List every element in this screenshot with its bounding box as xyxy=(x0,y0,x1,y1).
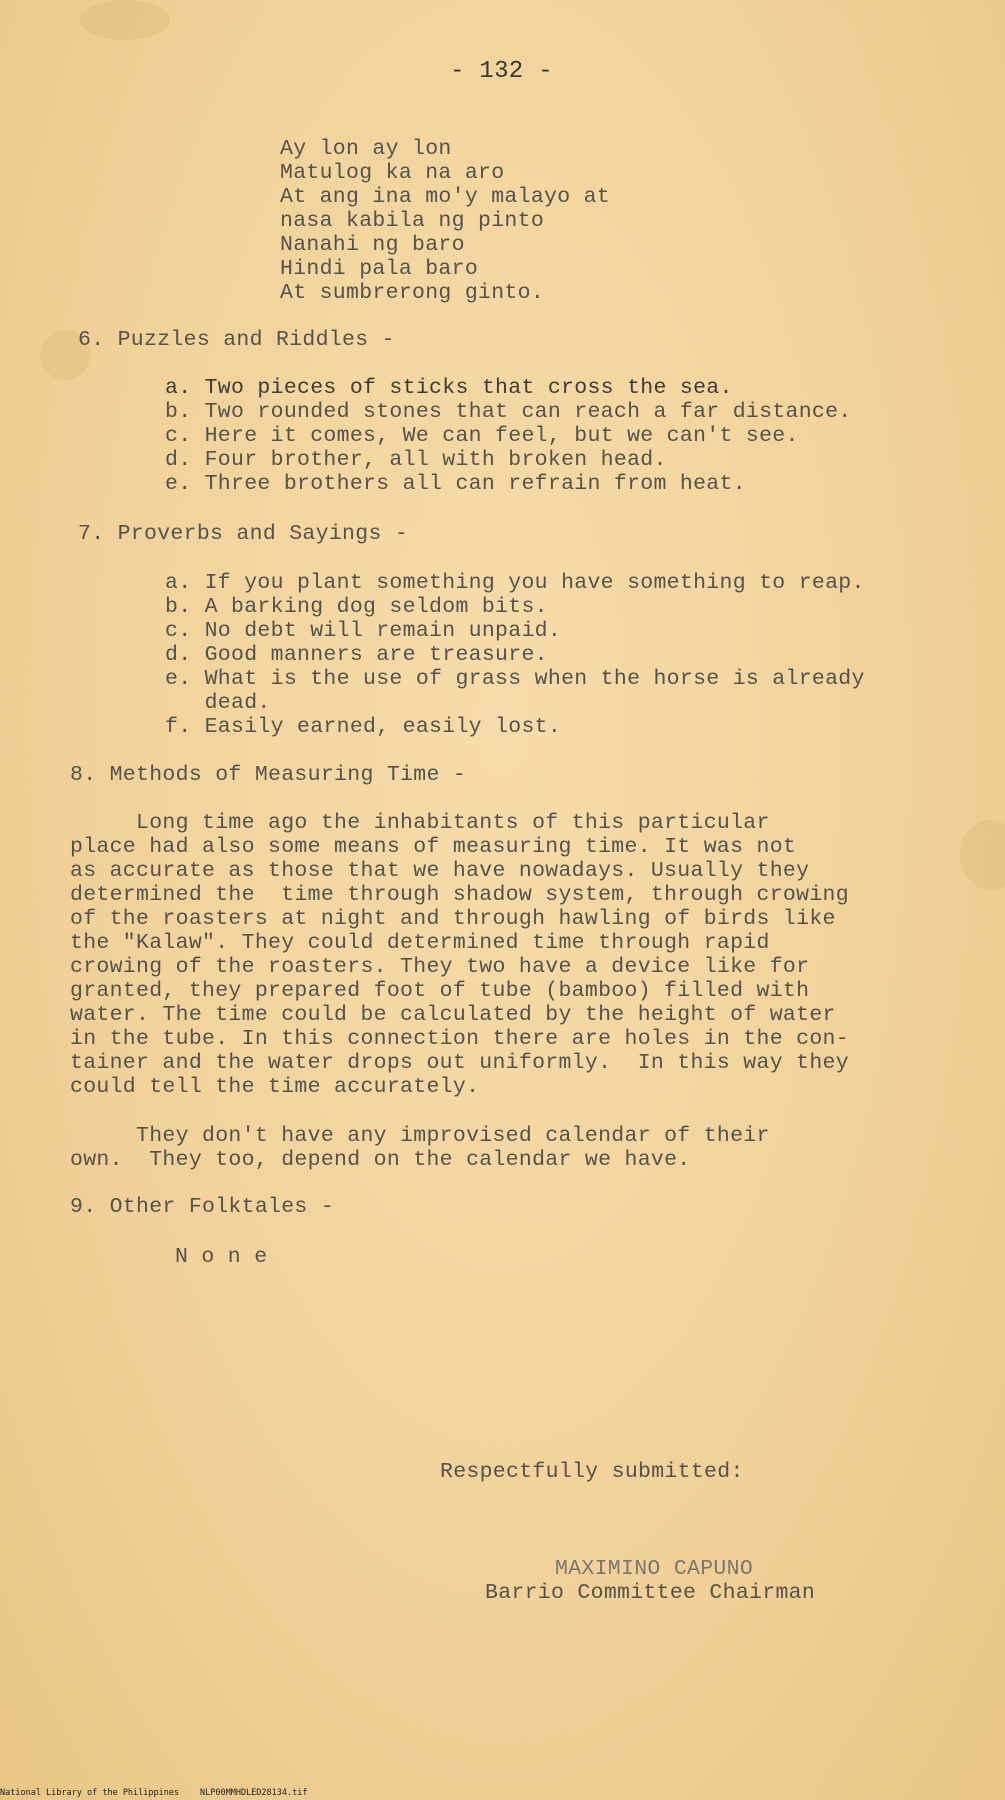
list-item: e. What is the use of grass when the horse is already xyxy=(165,667,865,691)
paragraph-line: Long time ago the inhabitants of this particular xyxy=(70,811,770,835)
paragraph-line: water. The time could be calculated by the height of water xyxy=(70,1003,836,1027)
paper-stain xyxy=(960,820,1005,890)
paragraph-line: granted, they prepared foot of tube (bamboo) filled with xyxy=(70,979,810,1003)
list-item: b. A barking dog seldom bits. xyxy=(165,595,548,619)
poem-line: Matulog ka na aro xyxy=(280,161,505,185)
paragraph-line: They don't have any improvised calendar of their xyxy=(70,1124,770,1148)
paragraph-line: crowing of the roasters. They two have a device like for xyxy=(70,955,810,979)
poem-line: At ang ina mo'y malayo at xyxy=(280,185,611,209)
section-heading: 8. Methods of Measuring Time - xyxy=(70,763,467,787)
closing-text: Respectfully submitted: xyxy=(440,1460,744,1484)
list-item: a. Two pieces of sticks that cross the sea. xyxy=(165,376,733,400)
list-item: dead. xyxy=(165,691,271,715)
footer-library: National Library of the Philippines xyxy=(0,1788,180,1798)
poem-line: Nanahi ng baro xyxy=(280,233,465,257)
section-heading: 7. Proverbs and Sayings - xyxy=(78,522,409,546)
poem-line: At sumbrerong ginto. xyxy=(280,281,545,305)
section-heading: 9. Other Folktales - xyxy=(70,1195,335,1219)
page-number: - 132 - xyxy=(450,58,553,85)
section-heading: 6. Puzzles and Riddles - xyxy=(78,328,395,352)
signatory-name: MAXIMINO CAPUNO xyxy=(555,1557,754,1581)
paragraph-line: could tell the time accurately. xyxy=(70,1075,480,1099)
poem-line: Hindi pala baro xyxy=(280,257,479,281)
list-item: e. Three brothers all can refrain from heat. xyxy=(165,472,746,496)
paragraph-line: as accurate as those that we have nowadays. Usually they xyxy=(70,859,810,883)
paragraph-line: tainer and the water drops out uniformly. In this way they xyxy=(70,1051,849,1075)
list-item: d. Four brother, all with broken head. xyxy=(165,448,667,472)
poem-line: Ay lon ay lon xyxy=(280,137,452,161)
list-item: b. Two rounded stones that can reach a far distance. xyxy=(165,400,852,424)
list-item: f. Easily earned, easily lost. xyxy=(165,715,562,739)
paragraph-line: in the tube. In this connection there are holes in the con- xyxy=(70,1027,849,1051)
list-item: a. If you plant something you have something to reap. xyxy=(165,571,865,595)
paragraph-line: place had also some means of measuring time. It was not xyxy=(70,835,797,859)
paragraph-line: determined the time through shadow system, through crowing xyxy=(70,883,849,907)
none-value: N o n e xyxy=(175,1245,268,1269)
list-item: c. No debt will remain unpaid. xyxy=(165,619,562,643)
paragraph-line: of the roasters at night and through hawling of birds like xyxy=(70,907,836,931)
list-item: d. Good manners are treasure. xyxy=(165,643,548,667)
footer-file: NLP00MMHDLED28134.tif xyxy=(200,1788,308,1798)
poem-line: nasa kabila ng pinto xyxy=(280,209,545,233)
signatory-title: Barrio Committee Chairman xyxy=(485,1581,816,1605)
list-item: c. Here it comes, We can feel, but we can't see. xyxy=(165,424,799,448)
paper-stain xyxy=(80,0,170,40)
paragraph-line: own. They too, depend on the calendar we have. xyxy=(70,1148,691,1172)
paragraph-line: the "Kalaw". They could determined time through rapid xyxy=(70,931,770,955)
